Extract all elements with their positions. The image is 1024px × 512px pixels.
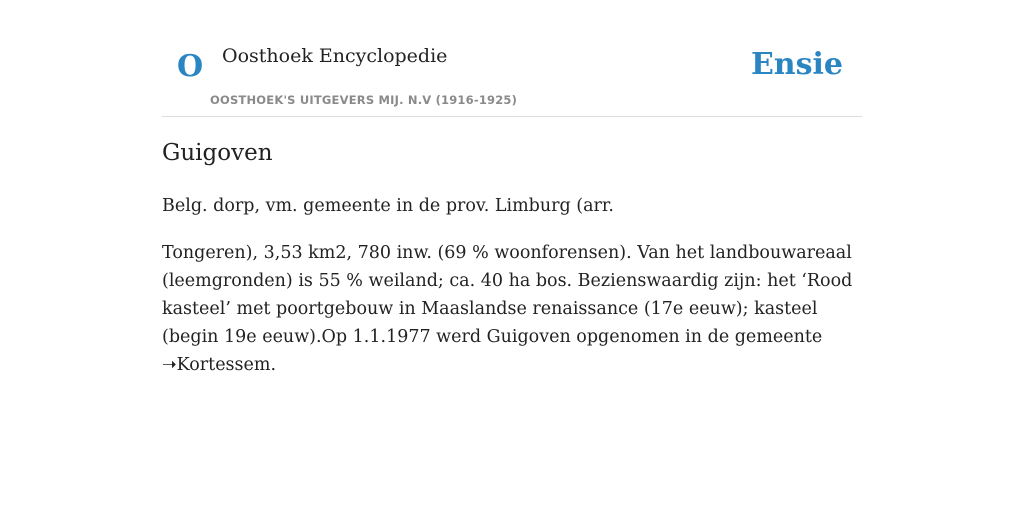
source-header bbox=[162, 0, 862, 117]
ensie-logo-link[interactable]: Ensie bbox=[750, 47, 843, 82]
entry-title: Guigoven bbox=[162, 140, 273, 166]
entry-paragraph-2: Tongeren), 3,53 km2, 780 inw. (69 % woonforensen). Van het landbouwareaal (leemgronden) is 55 % weiland; ca. 40 ha bos. Bezienswaardig zijn: het ‘Rood kasteel’ met poortgebouw in Maaslandse renaissance (17e eeuw); kasteel (begin 19e eeuw).Op 1.1.1977 werd Guigoven opgenomen in de gemeente ➝Kortessem. bbox=[162, 243, 853, 375]
source-logo[interactable]: O bbox=[177, 49, 204, 84]
entry-page bbox=[162, 0, 862, 375]
source-subtitle: OOSTHOEK'S UITGEVERS MIJ. N.V (1916-1925) bbox=[210, 93, 518, 107]
entry-paragraph-1: Belg. dorp, vm. gemeente in de prov. Limburg (arr. bbox=[162, 196, 614, 216]
source-title-link[interactable]: Oosthoek Encyclopedie bbox=[222, 45, 448, 67]
